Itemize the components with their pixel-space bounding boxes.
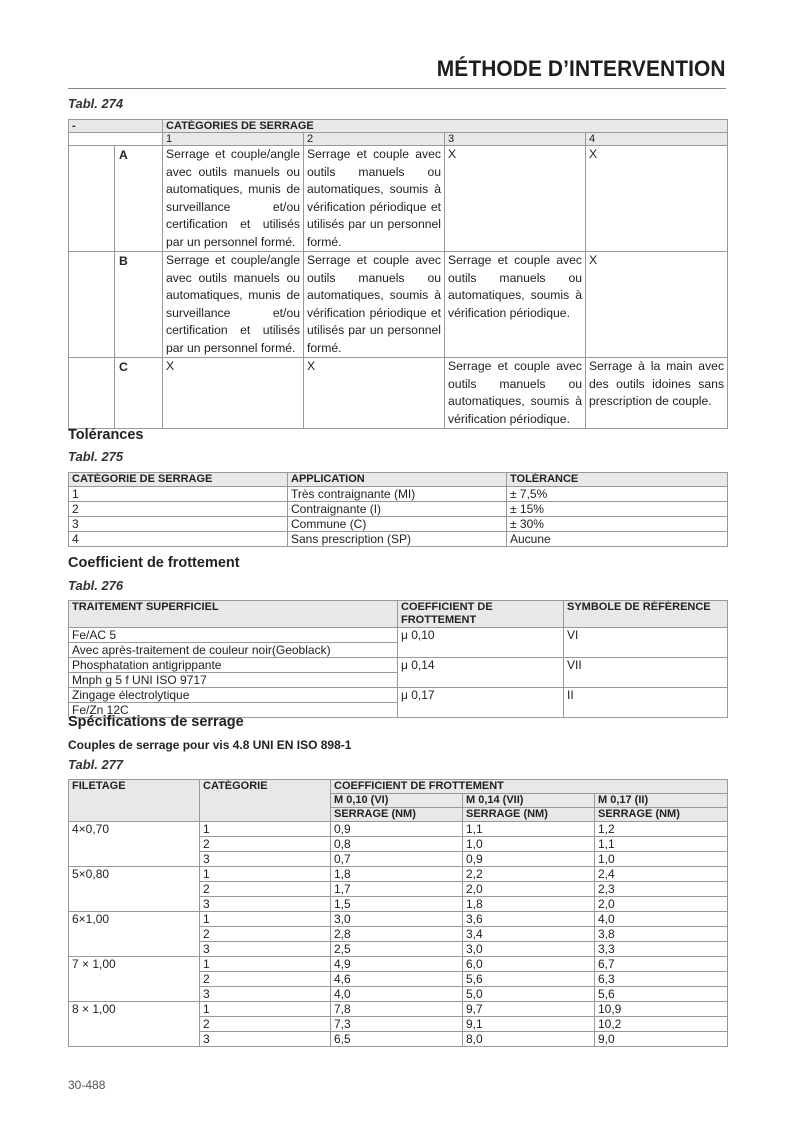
torque-value-cell: 3,4 bbox=[463, 927, 595, 942]
column-unit-header: SERRAGE (NM) bbox=[331, 808, 463, 822]
table-row bbox=[69, 517, 728, 532]
torque-value-cell: 5,0 bbox=[463, 987, 595, 1002]
torque-value-cell: 0,8 bbox=[331, 837, 463, 852]
torque-value-cell: 9,1 bbox=[463, 1017, 595, 1032]
table-cell: Serrage et couple avec outils manuels ou automatiques, soumis à vérification périodique. bbox=[445, 358, 586, 429]
column-header: SYMBOLE DE RÉFÉRENCE bbox=[564, 601, 728, 628]
table-cell: Très contraignante (MI) bbox=[288, 487, 507, 502]
torque-value-cell: 7,3 bbox=[331, 1017, 463, 1032]
torque-value-cell: 9,7 bbox=[463, 1002, 595, 1017]
table-275-caption: Tabl. 275 bbox=[68, 449, 124, 464]
table-row bbox=[69, 822, 728, 837]
torque-value-cell: 3,0 bbox=[463, 942, 595, 957]
table-274-group-header: CATÉGORIES DE SERRAGE bbox=[163, 120, 728, 133]
category-cell: 3 bbox=[200, 1032, 331, 1047]
column-unit-header: SERRAGE (NM) bbox=[463, 808, 595, 822]
table-cell: 4 bbox=[69, 532, 288, 547]
thread-size-cell: 5×0,80 bbox=[69, 867, 200, 912]
torque-value-cell: 5,6 bbox=[463, 972, 595, 987]
table-row bbox=[69, 1002, 728, 1017]
torque-value-cell: 4,6 bbox=[331, 972, 463, 987]
thread-size-cell: 8 × 1,00 bbox=[69, 1002, 200, 1047]
torque-value-cell: 7,8 bbox=[331, 1002, 463, 1017]
table-cell: ± 30% bbox=[507, 517, 728, 532]
section-heading-friction: Coefficient de frottement bbox=[68, 555, 240, 571]
table-274 bbox=[68, 119, 728, 429]
table-cell: X bbox=[586, 252, 728, 358]
category-cell: 2 bbox=[200, 927, 331, 942]
torque-value-cell: 2,8 bbox=[331, 927, 463, 942]
table-274-col-header: 3 bbox=[445, 133, 586, 146]
table-cell: Avec après-traitement de couleur noir(Geoblack) bbox=[69, 643, 398, 658]
table-cell: VI bbox=[564, 628, 728, 658]
table-cell: Serrage à la main avec des outils idoines sans prescription de couple. bbox=[586, 358, 728, 429]
torque-value-cell: 1,8 bbox=[463, 897, 595, 912]
table-274-spacer bbox=[69, 252, 115, 358]
table-cell: Aucune bbox=[507, 532, 728, 547]
header-rule bbox=[68, 88, 726, 89]
table-cell: Mnph g 5 f UNI ISO 9717 bbox=[69, 673, 398, 688]
torque-value-cell: 2,3 bbox=[595, 882, 728, 897]
torque-value-cell: 3,3 bbox=[595, 942, 728, 957]
table-275 bbox=[68, 472, 728, 547]
column-subheader: M 0,10 (VI) bbox=[331, 794, 463, 808]
section-heading-tolerances: Tolérances bbox=[68, 427, 144, 443]
table-cell: Fe/AC 5 bbox=[69, 628, 398, 643]
column-header: FILETAGE bbox=[69, 780, 200, 822]
table-cell: Commune (C) bbox=[288, 517, 507, 532]
column-subheader: M 0,14 (VII) bbox=[463, 794, 595, 808]
torque-value-cell: 5,6 bbox=[595, 987, 728, 1002]
torque-value-cell: 1,1 bbox=[595, 837, 728, 852]
table-cell: Contraignante (I) bbox=[288, 502, 507, 517]
column-subheader: M 0,17 (II) bbox=[595, 794, 728, 808]
table-cell: Zingage électrolytique bbox=[69, 688, 398, 703]
table-277-body bbox=[69, 822, 728, 1047]
table-row bbox=[69, 252, 728, 358]
table-cell: Fe/Zn 12C bbox=[69, 703, 398, 718]
table-row bbox=[69, 532, 728, 547]
row-letter: C bbox=[115, 358, 163, 429]
table-cell: Serrage et couple avec outils manuels ou automatiques, soumis à vérification périodique et utilisés par un personnel formé. bbox=[304, 146, 445, 252]
table-row bbox=[69, 502, 728, 517]
table-274-col-header: 4 bbox=[586, 133, 728, 146]
category-cell: 3 bbox=[200, 852, 331, 867]
column-header: TOLÉRANCE bbox=[507, 473, 728, 487]
table-row bbox=[69, 146, 728, 252]
table-row bbox=[69, 957, 728, 972]
table-cell: ± 15% bbox=[507, 502, 728, 517]
torque-value-cell: 1,0 bbox=[463, 837, 595, 852]
table-cell: 2 bbox=[69, 502, 288, 517]
table-274-col-header: 2 bbox=[304, 133, 445, 146]
torque-value-cell: 1,2 bbox=[595, 822, 728, 837]
torque-value-cell: 3,8 bbox=[595, 927, 728, 942]
table-cell: Serrage et couple avec outils manuels ou automatiques, soumis à vérification périodique et utilisés par un personnel formé. bbox=[304, 252, 445, 358]
category-cell: 1 bbox=[200, 957, 331, 972]
torque-value-cell: 6,5 bbox=[331, 1032, 463, 1047]
table-cell: Phosphatation antigrippante bbox=[69, 658, 398, 673]
table-274-spacer bbox=[69, 358, 115, 429]
torque-value-cell: 2,0 bbox=[595, 897, 728, 912]
table-276-caption: Tabl. 276 bbox=[68, 578, 124, 593]
table-cell: Serrage et couple avec outils manuels ou automatiques, soumis à vérification périodique. bbox=[445, 252, 586, 358]
section-heading-tightening-specs: Spécifications de serrage bbox=[68, 714, 244, 730]
category-cell: 2 bbox=[200, 972, 331, 987]
table-row bbox=[69, 487, 728, 502]
table-cell: Serrage et couple/angle avec outils manuels ou automatiques, munis de surveillance et/ou certification et utilisés par un personnel formé. bbox=[163, 252, 304, 358]
table-row bbox=[69, 658, 728, 673]
torque-value-cell: 1,7 bbox=[331, 882, 463, 897]
torque-value-cell: 8,0 bbox=[463, 1032, 595, 1047]
category-cell: 3 bbox=[200, 942, 331, 957]
column-header: TRAITEMENT SUPERFICIEL bbox=[69, 601, 398, 628]
torque-value-cell: 3,6 bbox=[463, 912, 595, 927]
category-cell: 2 bbox=[200, 882, 331, 897]
torque-value-cell: 6,3 bbox=[595, 972, 728, 987]
column-unit-header: SERRAGE (NM) bbox=[595, 808, 728, 822]
thread-size-cell: 7 × 1,00 bbox=[69, 957, 200, 1002]
thread-size-cell: 6×1,00 bbox=[69, 912, 200, 957]
category-cell: 3 bbox=[200, 987, 331, 1002]
column-header: COEFFICIENT DE FROTTEMENT bbox=[398, 601, 564, 628]
category-cell: 1 bbox=[200, 822, 331, 837]
table-274-caption: Tabl. 274 bbox=[68, 96, 124, 111]
torque-value-cell: 1,0 bbox=[595, 852, 728, 867]
torque-value-cell: 0,7 bbox=[331, 852, 463, 867]
category-cell: 3 bbox=[200, 897, 331, 912]
torque-value-cell: 2,0 bbox=[463, 882, 595, 897]
table-cell: μ 0,17 bbox=[398, 688, 564, 718]
torque-value-cell: 6,7 bbox=[595, 957, 728, 972]
table-276 bbox=[68, 600, 728, 718]
table-cell: 1 bbox=[69, 487, 288, 502]
torque-value-cell: 4,9 bbox=[331, 957, 463, 972]
torque-value-cell: 10,2 bbox=[595, 1017, 728, 1032]
table-274-corner: - bbox=[69, 120, 163, 133]
torque-value-cell: 1,8 bbox=[331, 867, 463, 882]
thread-size-cell: 4×0,70 bbox=[69, 822, 200, 867]
table-cell: X bbox=[586, 146, 728, 252]
table-277 bbox=[68, 779, 728, 1047]
table-274-blank bbox=[69, 133, 163, 146]
category-cell: 2 bbox=[200, 837, 331, 852]
torque-value-cell: 0,9 bbox=[463, 852, 595, 867]
page-title: MÉTHODE D’INTERVENTION bbox=[437, 56, 726, 81]
category-cell: 1 bbox=[200, 912, 331, 927]
table-cell: 3 bbox=[69, 517, 288, 532]
column-header: APPLICATION bbox=[288, 473, 507, 487]
torque-value-cell: 4,0 bbox=[331, 987, 463, 1002]
category-cell: 2 bbox=[200, 1017, 331, 1032]
table-274-spacer bbox=[69, 146, 115, 252]
table-cell: μ 0,14 bbox=[398, 658, 564, 688]
column-header: COEFFICIENT DE FROTTEMENT bbox=[331, 780, 728, 794]
table-cell: ± 7,5% bbox=[507, 487, 728, 502]
row-letter: A bbox=[115, 146, 163, 252]
torque-value-cell: 9,0 bbox=[595, 1032, 728, 1047]
table-row bbox=[69, 628, 728, 643]
table-cell: Sans prescription (SP) bbox=[288, 532, 507, 547]
torque-value-cell: 4,0 bbox=[595, 912, 728, 927]
column-header: CATÉGORIE DE SERRAGE bbox=[69, 473, 288, 487]
row-letter: B bbox=[115, 252, 163, 358]
table-cell: μ 0,10 bbox=[398, 628, 564, 658]
torque-value-cell: 2,4 bbox=[595, 867, 728, 882]
table-277-caption: Tabl. 277 bbox=[68, 757, 124, 772]
table-cell: X bbox=[445, 146, 586, 252]
page-number: 30-488 bbox=[68, 1078, 106, 1092]
table-274-col-header: 1 bbox=[163, 133, 304, 146]
torque-value-cell: 2,5 bbox=[331, 942, 463, 957]
table-row bbox=[69, 867, 728, 882]
column-header: CATÉGORIE bbox=[200, 780, 331, 822]
table-cell: VII bbox=[564, 658, 728, 688]
table-cell: II bbox=[564, 688, 728, 718]
torque-value-cell: 1,5 bbox=[331, 897, 463, 912]
category-cell: 1 bbox=[200, 867, 331, 882]
category-cell: 1 bbox=[200, 1002, 331, 1017]
table-277-subtitle: Couples de serrage pour vis 4.8 UNI EN ISO 898-1 bbox=[68, 738, 352, 752]
table-cell: Serrage et couple/angle avec outils manuels ou automatiques, munis de surveillance et/ou certification et utilisés par un personnel formé. bbox=[163, 146, 304, 252]
table-cell: X bbox=[163, 358, 304, 429]
torque-value-cell: 6,0 bbox=[463, 957, 595, 972]
table-row bbox=[69, 688, 728, 703]
table-cell: X bbox=[304, 358, 445, 429]
torque-value-cell: 0,9 bbox=[331, 822, 463, 837]
torque-value-cell: 1,1 bbox=[463, 822, 595, 837]
torque-value-cell: 3,0 bbox=[331, 912, 463, 927]
table-row bbox=[69, 358, 728, 429]
table-row bbox=[69, 912, 728, 927]
torque-value-cell: 10,9 bbox=[595, 1002, 728, 1017]
torque-value-cell: 2,2 bbox=[463, 867, 595, 882]
